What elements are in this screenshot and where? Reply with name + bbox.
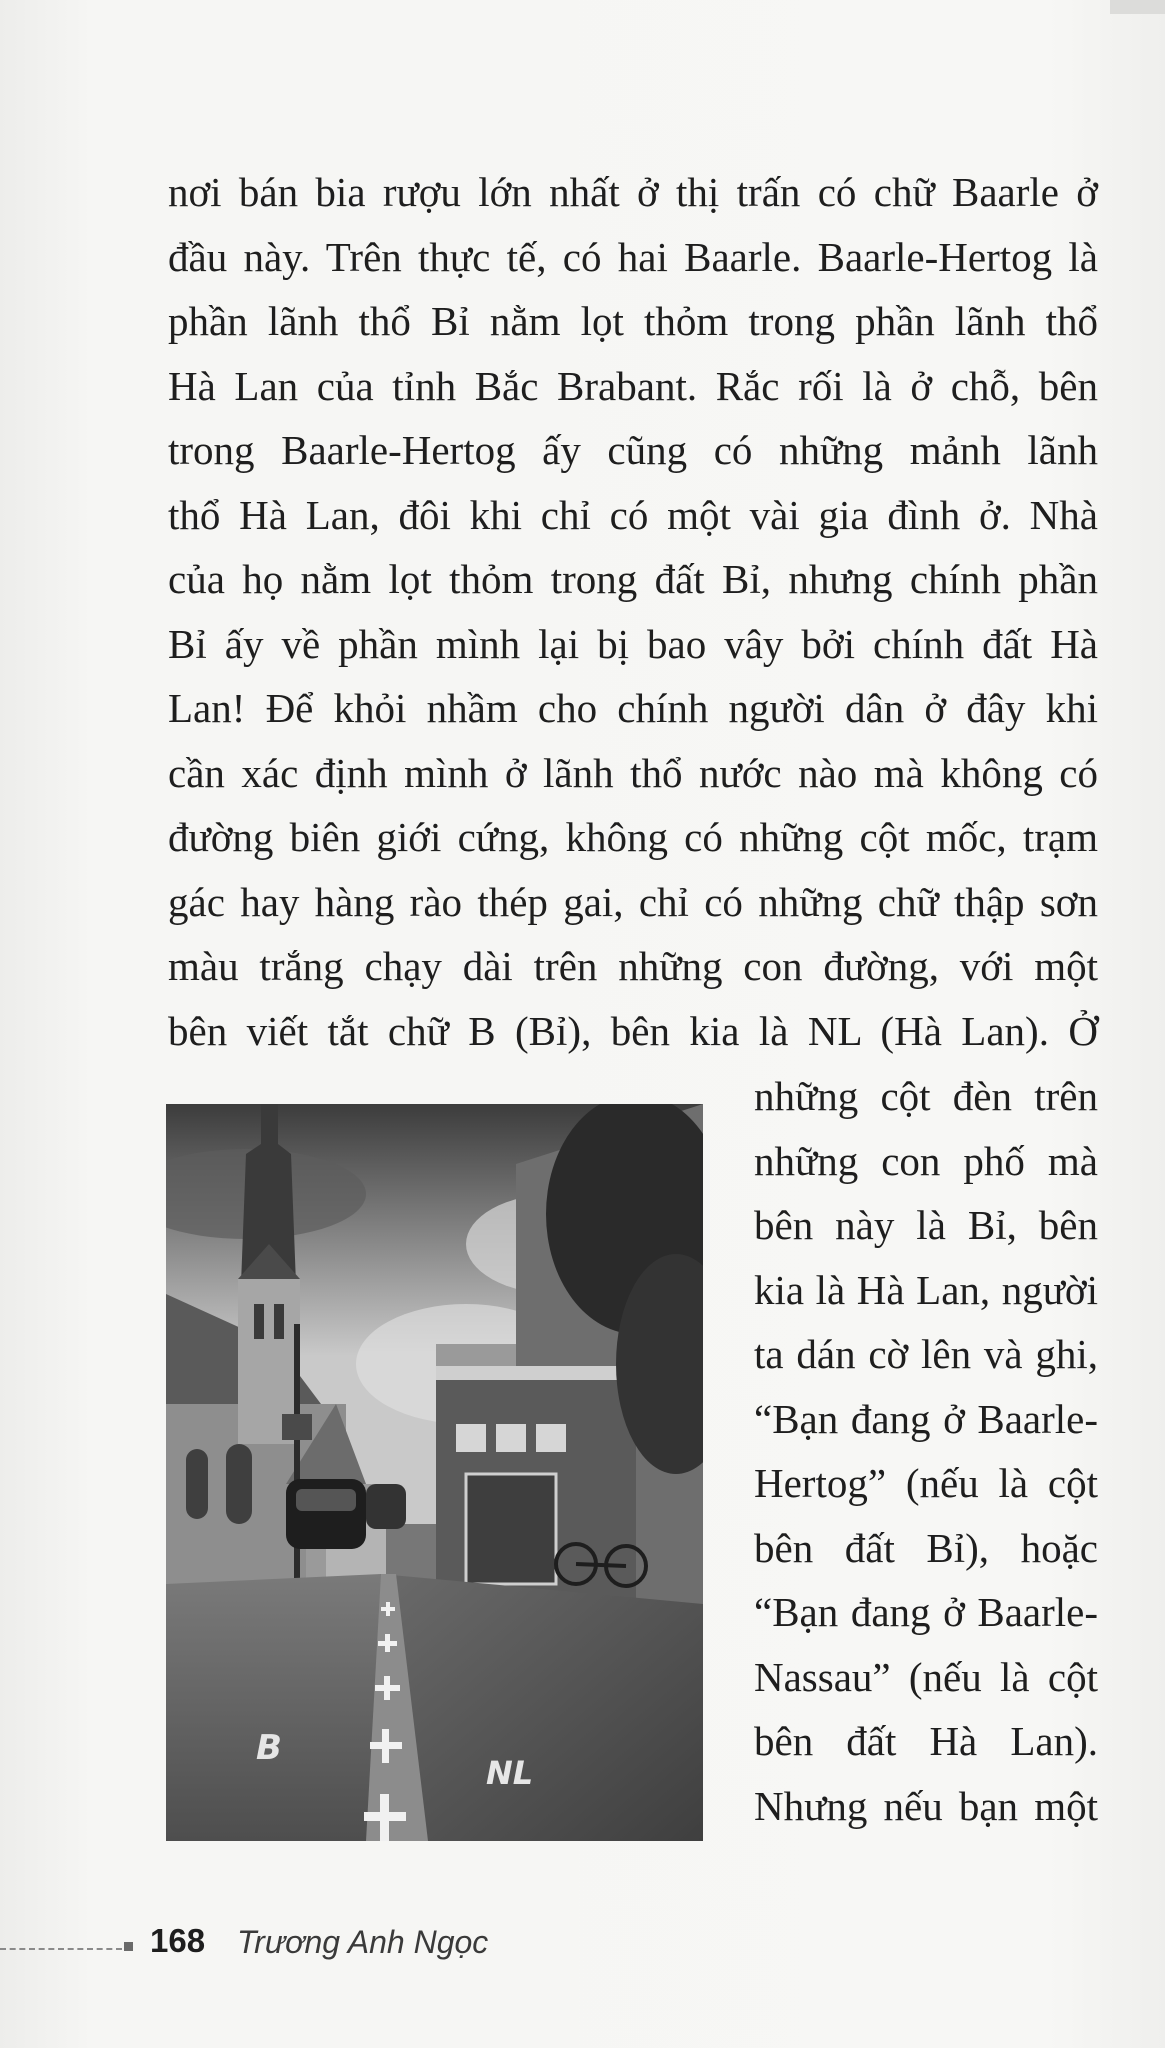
text-line: gác hay hàng rào thép gai, chỉ có những chữ thập sơn [168, 878, 1098, 925]
pavement [381, 1574, 703, 1841]
text-line: ta dán cờ lên và ghi, [754, 1331, 1098, 1377]
text-line: bên viết tắt chữ B (Bỉ), bên kia là NL (Hà Lan). Ở [168, 1007, 1098, 1054]
house-window [496, 1424, 526, 1452]
text-line: Hertog” (nếu là cột [754, 1460, 1098, 1506]
text-line: Lan! Để khỏi nhầm cho chính người dân ở đây khi [168, 685, 1098, 731]
page-number: 168 [150, 1922, 206, 1959]
street-photo-illustration [166, 1104, 703, 1841]
footer-square-icon [124, 1942, 133, 1951]
car-window [296, 1489, 356, 1511]
house-cornice [436, 1366, 636, 1380]
text-line: bên đất Hà Lan). [754, 1718, 1098, 1764]
tower-window [274, 1304, 284, 1339]
text-line: phần lãnh thổ Bỉ nằm lọt thỏm trong phần lãnh thổ [168, 298, 1098, 344]
text-line: đường biên giới cứng, không có những cột mốc, trạm [168, 814, 1098, 860]
text-line: bên này là Bỉ, bên [754, 1202, 1098, 1248]
author-name: Trương Anh Ngọc [237, 1924, 489, 1960]
border-marker-b: B [256, 1728, 282, 1768]
text-line: màu trắng chạy dài trên những con đường, với một [168, 943, 1098, 989]
text-line: Bỉ ấy về phần mình lại bị bao vây bởi chính đất Hà [168, 620, 1098, 667]
text-line: đầu này. Trên thực tế, có hai Baarle. Baarle-Hertog là [168, 233, 1098, 280]
page-edge-shadow [1110, 0, 1165, 14]
main-paragraph [168, 160, 1098, 1063]
bicycle-frame [576, 1564, 626, 1566]
text-line: những cột đèn trên [754, 1073, 1098, 1119]
text-line: kia là Hà Lan, người [754, 1266, 1098, 1313]
wrapped-paragraph [754, 1064, 1098, 1838]
text-line: “Bạn đang ở Baarle- [754, 1395, 1098, 1442]
post-sign [282, 1414, 312, 1440]
text-line: Nassau” (nếu là cột [754, 1653, 1098, 1700]
text-line: Nhưng nếu bạn một [754, 1782, 1098, 1829]
shop-front [466, 1474, 556, 1584]
border-street-photo [166, 1104, 703, 1841]
text-line: “Bạn đang ở Baarle- [754, 1589, 1098, 1635]
footer-rule [0, 1948, 122, 1950]
text-line: cần xác định mình ở lãnh thổ nước nào mà không có [168, 749, 1098, 796]
text-line: của họ nằm lọt thỏm trong đất Bỉ, nhưng chính phần [168, 556, 1098, 602]
church-window [186, 1449, 208, 1519]
tower-window [254, 1304, 264, 1339]
house-window [456, 1424, 486, 1452]
text-line: những con phố mà [754, 1137, 1098, 1184]
church-window [226, 1444, 252, 1524]
text-line: Hà Lan của tỉnh Bắc Brabant. Rắc rối là ở chỗ, bên [168, 362, 1098, 409]
text-line: bên đất Bỉ), hoặc [754, 1524, 1098, 1571]
text-line: nơi bán bia rượu lớn nhất ở thị trấn có chữ Baarle ở [168, 169, 1098, 215]
border-marker-nl: NL [486, 1754, 534, 1792]
text-line: thổ Hà Lan, đôi khi chỉ có một vài gia đình ở. Nhà [168, 491, 1098, 538]
parked-car [366, 1484, 406, 1529]
page-footer [0, 1922, 700, 1972]
text-line: trong Baarle-Hertog ấy cũng có những mảnh lãnh [168, 427, 1098, 473]
house-window [536, 1424, 566, 1452]
